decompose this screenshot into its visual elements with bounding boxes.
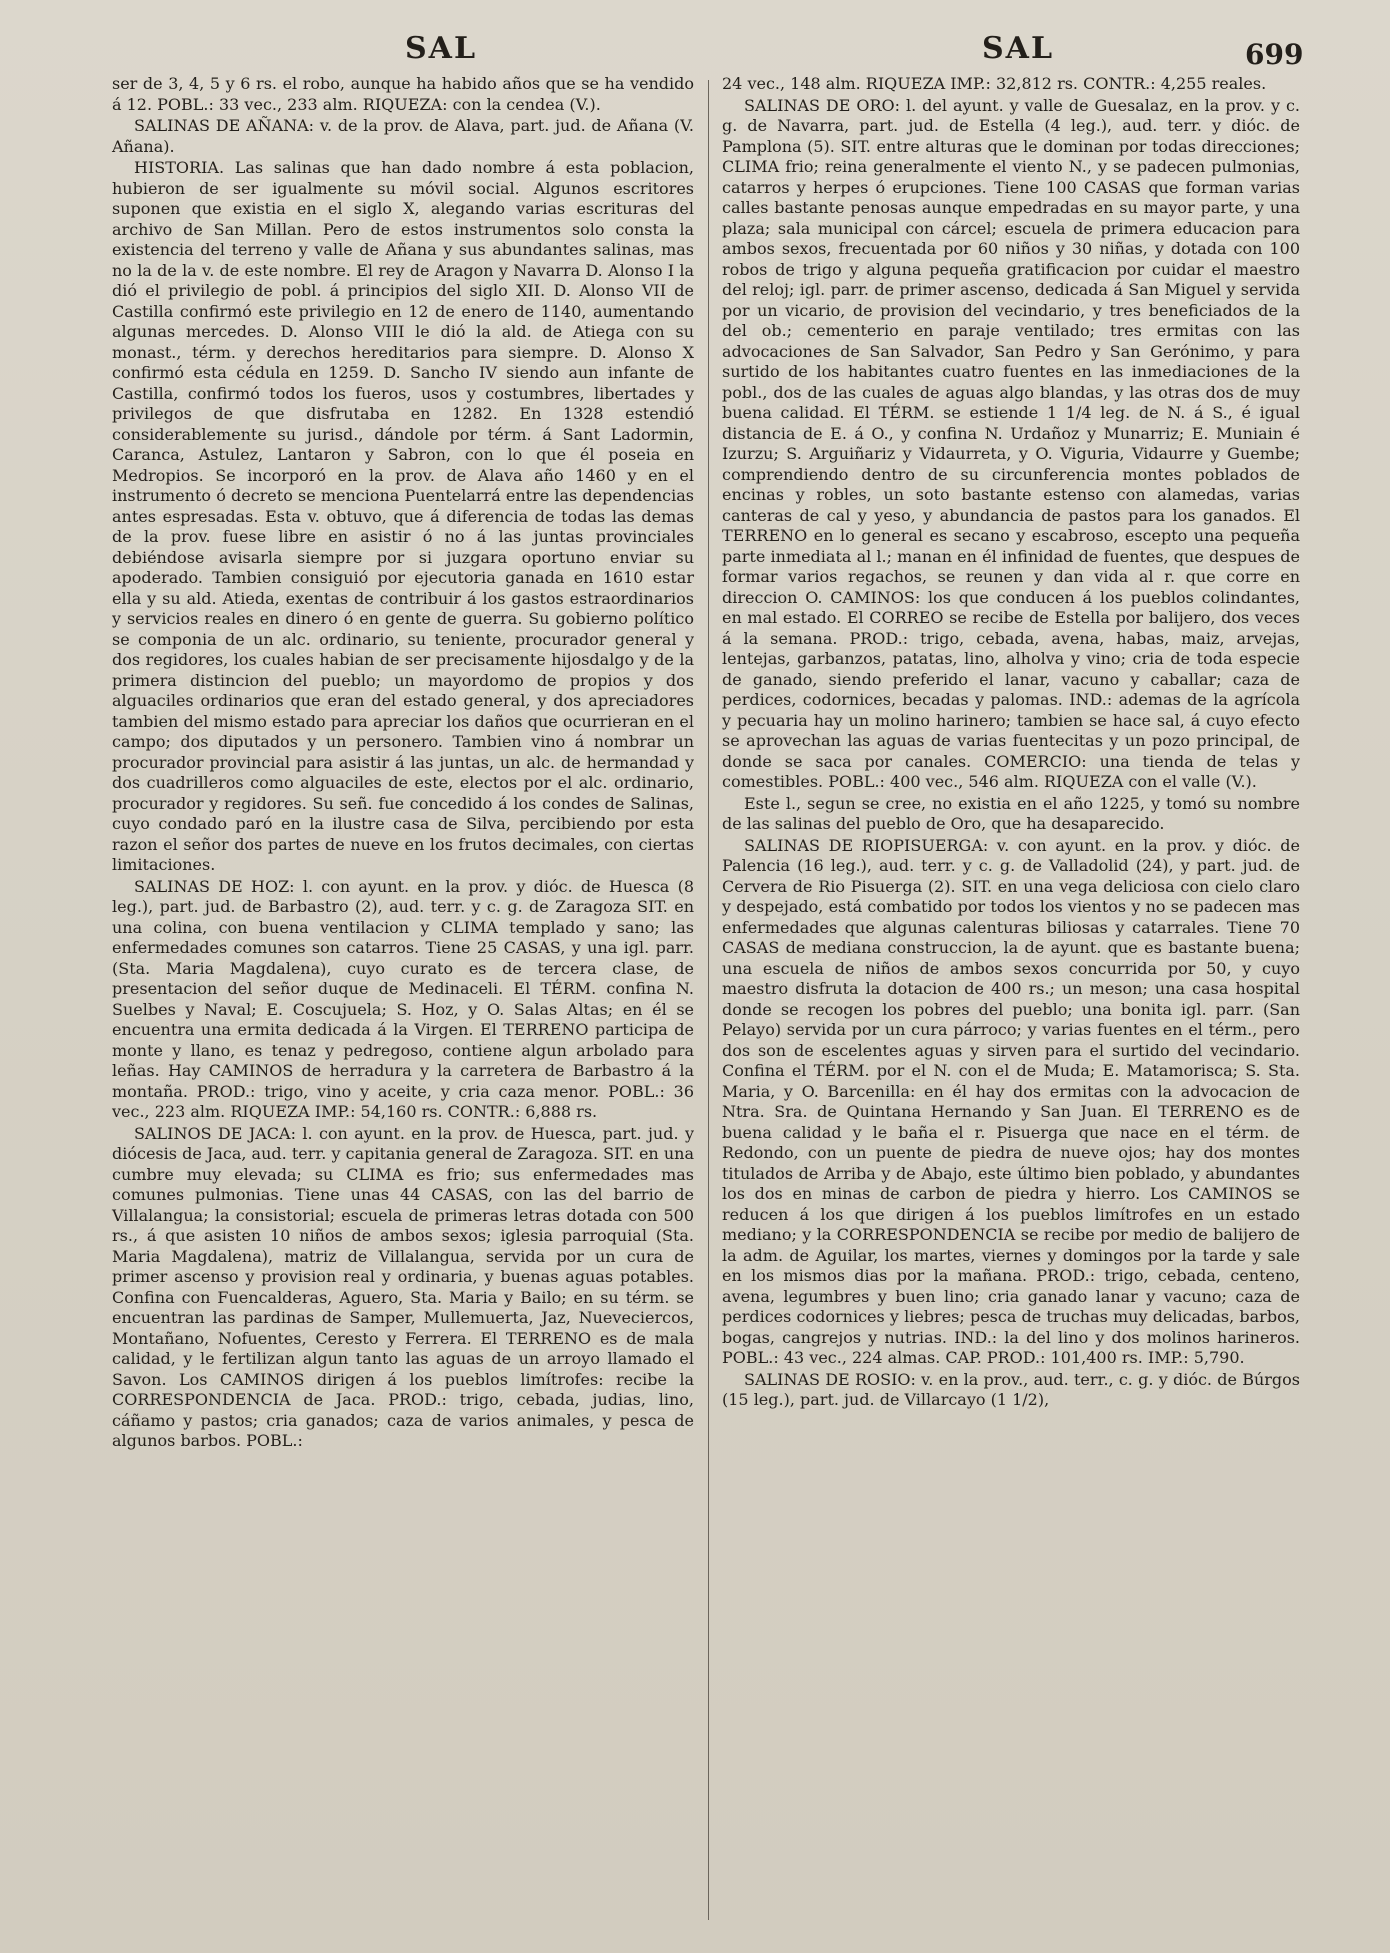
entry-paragraph: 24 vec., 148 alm. RIQUEZA IMP.: 32,812 rs. CONTR.: 4,255 reales. [722, 74, 1267, 93]
running-head-left: SAL [405, 31, 478, 66]
column-divider [708, 80, 709, 1920]
running-head-right: SAL [982, 31, 1055, 66]
page-number: 699 [1245, 38, 1304, 71]
entry-note-oro: Este l., segun se cree, no existia en el año 1225, y tomó su nombre de las salinas del pueblo de Oro, que ha desaparecido. [722, 793, 1300, 833]
entry-salinas-de-oro: SALINAS DE ORO: l. del ayunt. y valle de Guesalaz, en la prov. y c. g. de Navarra, part. jud. de Estella (4 leg.), aud. terr. y dióc. de Pamplona (5). SIT. entre alturas que le dominan por todas direcciones; CLIMA frio; reina generalmente el viento N., y se padecen pulmonias, catarros y herpes ó erupciones. Tiene 100 CASAS que forman varias calles bastante penosas aunque empedradas en su mayor parte, y una plaza; sala municipal con cárcel; escuela de primera educacion para ambos sexos, frecuentada por 60 niños y 30 niñas, y dotada con 100 robos de trigo y alguna pequeña gratificacion por cuidar el maestro del reloj; igl. parr. de primer ascenso, dedicada á San Miguel y servida por un vicario, de provision del vecindario, y tres beneficiados de la del ob.; cementerio en paraje ventilado; tres ermitas con las advocaciones de San Salvador, San Pedro y San Gerónimo, y para surtido de los habitantes cuatro fuentes en las inmediaciones de la pobl., dos de las cuales de aguas algo blandas, y las otras dos de muy buena calidad. El TÉRM. se estiende 1 1/4 leg. de N. á S., é igual distancia de E. á O., y confina N. Urdañoz y Munarriz; E. Muniain é Izurzu; S. Arguiñariz y Vidaurreta, y O. Viguria, Vidaurre y Guembe; comprendiendo dentro de su circunferencia montes poblados de encinas y robles, un soto bastante estenso con alamedas, varias canteras de cal y yeso, y abundancia de pastos para los ganados. El TERRENO en lo general es secano y escabroso, escepto una pequeña parte inmediata al l.; manan en él infinidad de fuentes, que despues de formar varios regachos, se reunen y dan vida al r. que corre en direccion O. CAMINOS: los que conducen á los pueblos colindantes, en mal estado. El CORREO se recibe de Estella por balijero, dos veces á la semana. PROD.: trigo, cebada, avena, habas, maiz, arvejas, lentejas, garbanzos, patatas, lino, alholva y vino; cria de toda especie de ganado, siendo preferido el lanar, vacuno y caballar; caza de perdices, codornices, becadas y palomas. IND.: ademas de la agrícola y pecuaria hay un molino harinero; tambien se hace sal, á cuyo efecto se aprovechan las aguas de varias fuentecitas y un pozo principal, de donde se saca por canales. COMERCIO: una tienda de telas y comestibles. POBL.: 400 vec., 546 alm. RIQUEZA con el valle (V.). [722, 95, 1300, 791]
entry-paragraph: ser de 3, 4, 5 y 6 rs. el robo, aunque ha habido años que se ha vendido á 12. POBL.: 33 vec., 233 alm. RIQUEZA: con la cendea (V.). [112, 74, 694, 114]
entry-salinas-de-anana: SALINAS DE AÑANA: v. de la prov. de Alava, part. jud. de Añana (V. Añana). [112, 116, 694, 156]
entry-historia: HISTORIA. Las salinas que han dado nombre á esta poblacion, hubieron de ser igualmente su móvil social. Algunos escritores suponen que existia en el siglo X, alegando varias escrituras del archivo de San Millan. Pero de estos instrumentos solo consta la existencia del terreno y valle de Añana y sus abundantes salinas, mas no la de la v. de este nombre. El rey de Aragon y Navarra D. Alonso I la dió el privilegio de pobl. á principios del siglo XII. D. Alonso VII de Castilla confirmó este privilegio en 12 de enero de 1140, aumentando algunas mercedes. D. Alonso VIII le dió la ald. de Atiega con su monast., térm. y derechos hereditarios para siempre. D. Alonso X confirmó esta cédula en 1259. D. Sancho IV siendo aun infante de Castilla, confirmó todos los fueros, usos y costumbres, libertades y privilegos de que disfrutaba en 1282. En 1328 estendió considerablemente su jurisd., dándole por térm. á Sant Ladormin, Caranca, Astulez, Lantaron y Sabron, con lo que él poseia en Medropios. Se incorporó en la prov. de Alava año 1460 y en el instrumento ó decreto se menciona Puentelarrá entre las dependencias antes espresadas. Esta v. obtuvo, que á diferencia de todas las demas de la prov. fuese libre en asistir ó no á las juntas provinciales debiéndose avisarla siempre por si juzgara oportuno enviar su apoderado. Tambien consiguió por ejecutoria ganada en 1610 estar ella y su ald. Atieda, exentas de contribuir á los gastos estraordinarios y servicios reales en dinero ó en gente de guerra. Su gobierno político se componia de un alc. ordinario, su teniente, procurador general y dos regidores, los cuales habian de ser precisamente hijosdalgo y de la primera distincion del pueblo; un mayordomo de propios y dos alguaciles ordinarios que eran del estado general, y dos apreciadores tambien del mismo estado para apreciar los daños que ocurrieran en el campo; dos diputados y un personero. Tambien vino á nombrar un procurador provincial para asistir á las juntas, un alc. de hermandad y dos cuadrilleros como alguaciles de este, electos por el alc. ordinario, procurador y regidores. Su señ. fue concedido á los condes de Salinas, cuyo condado paró en la ilustre casa de Silva, percibiendo por esta razon el señor dos partes de nueve en los frutos decimales, con ciertas limitaciones. [112, 158, 694, 874]
right-column [722, 74, 1300, 1412]
entry-salinos-de-jaca: SALINOS DE JACA: l. con ayunt. en la prov. de Huesca, part. jud. y diócesis de Jaca, aud. terr. y capitania general de Zaragoza. SIT. en una cumbre muy elevada; su CLIMA es frio; sus enfermedades mas comunes pulmonias. Tiene unas 44 CASAS, con las del barrio de Villalangua; la consistorial; escuela de primeras letras dotada con 500 rs., á que asisten 10 niños de ambos sexos; iglesia parroquial (Sta. Maria Magdalena), matriz de Villalangua, servida por un cura de primer ascenso y provision real y ordinaria, y buenas aguas potables. Confina con Fuencalderas, Aguero, Sta. Maria y Bailo; en su térm. se encuentran las pardinas de Samper, Mullemuerta, Jaz, Nueveciercos, Montañano, Nofuentes, Ceresto y Ferrera. El TERRENO es de mala calidad, y le fertilizan algun tanto las aguas de un arroyo llamado el Savon. Los CAMINOS dirigen á los pueblos limítrofes: recibe la CORRESPONDENCIA de Jaca. PROD.: trigo, cebada, judias, lino, cáñamo y pastos; cria ganados; caza de varios animales, y pesca de algunos barbos. POBL.: [112, 1123, 694, 1450]
entry-salinas-de-hoz: SALINAS DE HOZ: l. con ayunt. en la prov. y dióc. de Huesca (8 leg.), part. jud. de Barbastro (2), aud. terr. y c. g. de Zaragoza SIT. en una colina, con buena ventilacion y CLIMA templado y sano; las enfermedades comunes son catarros. Tiene 25 CASAS, y una igl. parr. (Sta. Maria Magdalena), cuyo curato es de tercera clase, de presentacion del señor duque de Medinaceli. El TÉRM. confina N. Suelbes y Naval; E. Coscujuela; S. Hoz, y O. Salas Altas; en él se encuentra una ermita dedicada á la Virgen. El TERRENO participa de monte y llano, es tenaz y pedregoso, contiene algun arbolado para leñas. Hay CAMINOS de herradura y la carretera de Barbastro á la montaña. PROD.: trigo, vino y aceite, y cria caza menor. POBL.: 36 vec., 223 alm. RIQUEZA IMP.: 54,160 rs. CONTR.: 6,888 rs. [112, 876, 694, 1121]
entry-salinas-de-rosio: SALINAS DE ROSIO: v. en la prov., aud. terr., c. g. y dióc. de Búrgos (15 leg.), part. jud. de Villarcayo (1 1/2), [722, 1369, 1300, 1409]
entry-salinas-de-riopisuerga: SALINAS DE RIOPISUERGA: v. con ayunt. en la prov. y dióc. de Palencia (16 leg.), aud. terr. y c. g. de Valladolid (24), y part. jud. de Cervera de Rio Pisuerga (2). SIT. en una vega deliciosa con cielo claro y despejado, está combatido por todos los vientos y no se padecen mas enfermedades que algunas calenturas biliosas y catarrales. Tiene 70 CASAS de mediana construccion, la de ayunt. que es bastante buena; una escuela de niños de ambos sexos concurrida por 50, y cuyo maestro disfruta la dotacion de 400 rs.; un meson; una casa hospital donde se recogen los pobres del pueblo; una bonita igl. parr. (San Pelayo) servida por un cura párroco; y varias fuentes en el térm., pero dos son de escelentes aguas y sirven para el surtido del vecindario. Confina el TÉRM. por el N. con el de Muda; E. Matamorisca; S. Sta. Maria, y O. Barcenilla: en él hay dos ermitas con la advocacion de Ntra. Sra. de Quintana Hernando y San Juan. El TERRENO es de buena calidad y le baña el r. Pisuerga que nace en el térm. de Redondo, con un puente de piedra de nueve ojos; hay dos montes titulados de Arriba y de Abajo, este último bien poblado, y abundantes los dos en minas de carbon de piedra y hierro. Los CAMINOS se reducen á los que dirigen á los pueblos limítrofes en un estado mediano; y la CORRESPONDENCIA se recibe por medio de balijero de la adm. de Aguilar, los martes, viernes y domingos por la tarde y sale en los mismos dias por la mañana. PROD.: trigo, cebada, centeno, avena, legumbres y buen lino; cria ganado lanar y vacuno; caza de perdices codornices y liebres; pesca de truchas muy delicadas, barbos, bogas, cangrejos y nutrias. IND.: la del lino y dos molinos harineros. POBL.: 43 vec., 224 almas. CAP. PROD.: 101,400 rs. IMP.: 5,790. [722, 835, 1300, 1367]
left-column [112, 74, 694, 1453]
